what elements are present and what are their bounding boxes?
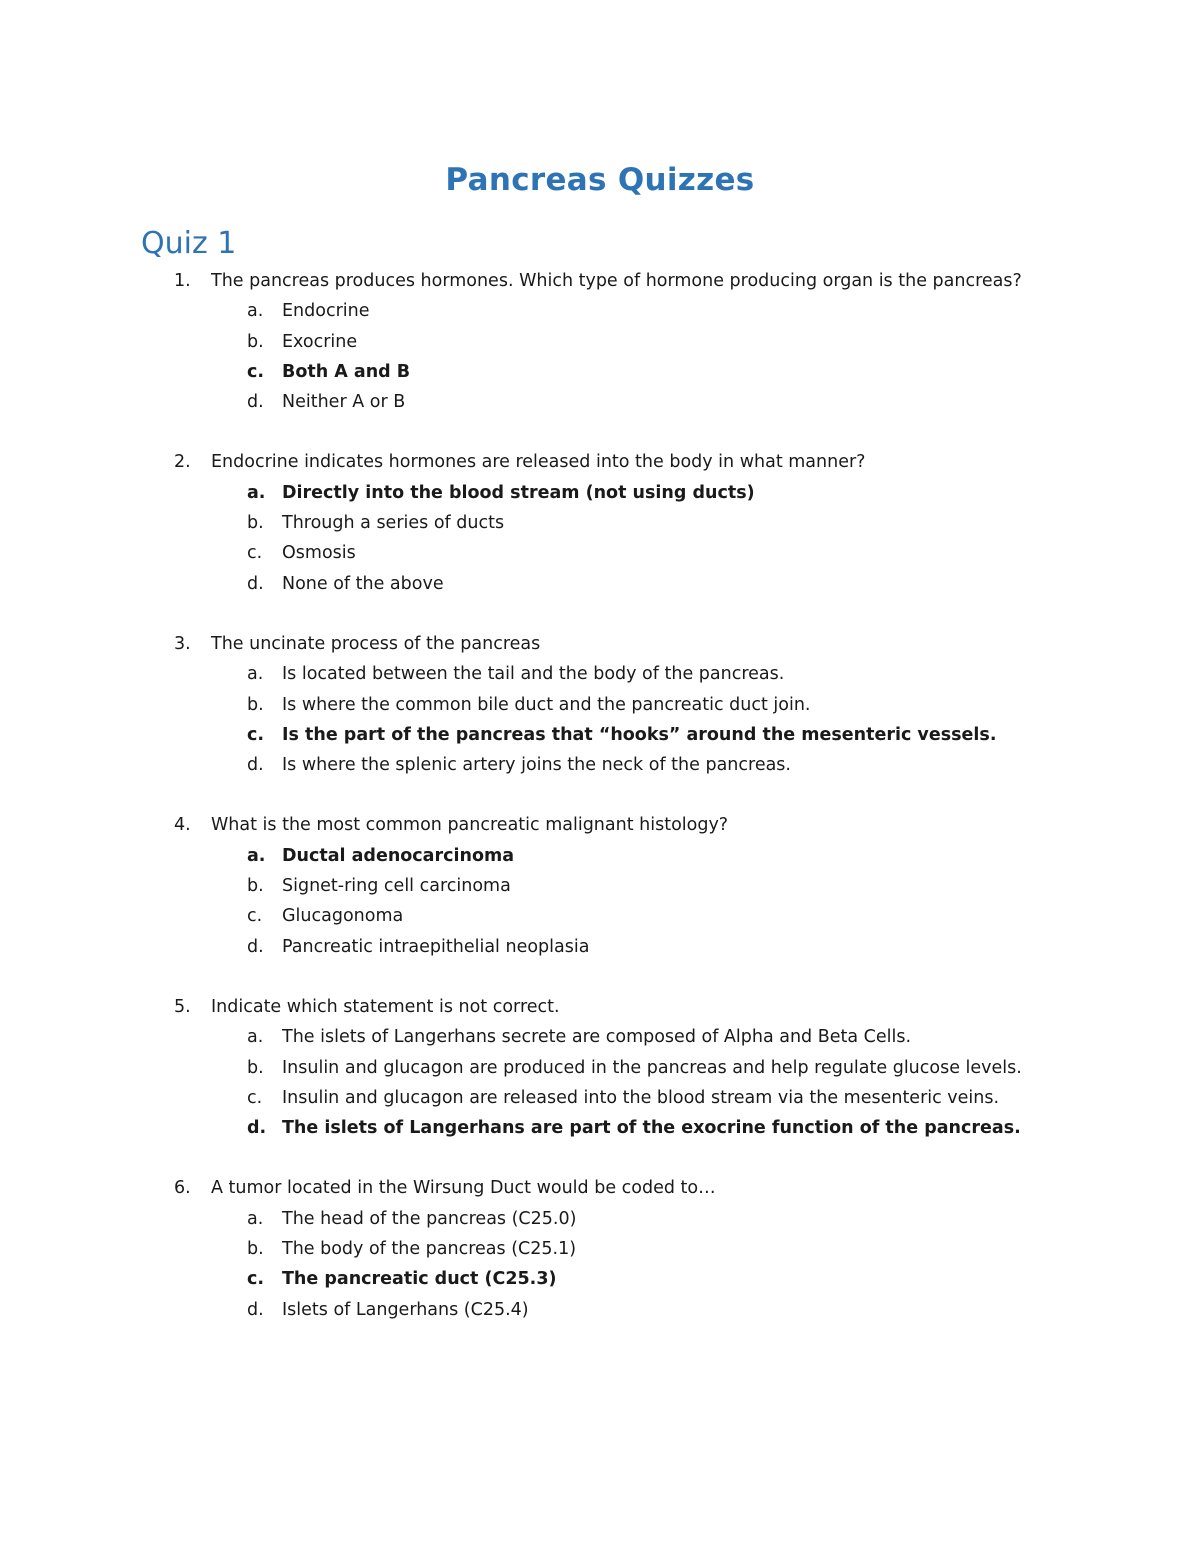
- option-letter: b.: [247, 1239, 264, 1260]
- answer-option: [0, 750, 1200, 780]
- answer-option-correct: [0, 357, 1200, 387]
- option-letter: c.: [247, 1087, 263, 1108]
- option-letter: a.: [247, 664, 264, 685]
- option-text: Endocrine: [282, 301, 370, 322]
- answer-option: [0, 1022, 1200, 1052]
- option-text: Directly into the blood stream (not using ducts): [282, 482, 755, 503]
- question-3: [0, 629, 1200, 780]
- answer-option: [0, 387, 1200, 417]
- option-letter: d.: [247, 573, 264, 594]
- option-text: Is where the splenic artery joins the neck of the pancreas.: [282, 755, 791, 776]
- answer-option: [0, 1083, 1200, 1113]
- option-text: Osmosis: [282, 543, 356, 564]
- option-letter: b.: [247, 1057, 264, 1078]
- answer-option: [0, 659, 1200, 689]
- option-letter: a.: [247, 1208, 264, 1229]
- answer-option-correct: [0, 1264, 1200, 1294]
- option-text: Insulin and glucagon are released into the blood stream via the mesenteric veins.: [282, 1087, 1000, 1108]
- answer-option: [0, 508, 1200, 538]
- option-text: Glucagonoma: [282, 906, 404, 927]
- question-number: 3.: [174, 633, 191, 654]
- answer-option: [0, 1053, 1200, 1083]
- question-line: [0, 992, 1200, 1022]
- answer-option: [0, 1234, 1200, 1264]
- option-letter: a.: [247, 482, 266, 503]
- question-4: [0, 810, 1200, 961]
- answer-option: [0, 296, 1200, 326]
- option-text: Through a series of ducts: [282, 513, 505, 534]
- option-text: Is the part of the pancreas that “hooks” around the mesenteric vessels.: [282, 724, 997, 745]
- option-letter: d.: [247, 392, 264, 413]
- option-letter: c.: [247, 543, 263, 564]
- option-text: Signet-ring cell carcinoma: [282, 876, 511, 897]
- option-text: Is where the common bile duct and the pancreatic duct join.: [282, 694, 811, 715]
- option-text: Both A and B: [282, 361, 411, 382]
- question-text: A tumor located in the Wirsung Duct would be coded to…: [211, 1178, 716, 1199]
- answer-option: [0, 538, 1200, 568]
- question-line: [0, 266, 1200, 296]
- option-letter: a.: [247, 1027, 264, 1048]
- answer-option-correct: [0, 1113, 1200, 1143]
- option-letter: a.: [247, 845, 266, 866]
- question-number: 5.: [174, 996, 191, 1017]
- question-1: [0, 266, 1200, 417]
- option-text: The islets of Langerhans are part of the exocrine function of the pancreas.: [282, 1118, 1021, 1139]
- question-text: What is the most common pancreatic malignant histology?: [211, 815, 729, 836]
- question-number: 1.: [174, 271, 191, 291]
- option-text: Pancreatic intraepithelial neoplasia: [282, 936, 590, 957]
- answer-option: [0, 871, 1200, 901]
- option-letter: d.: [247, 1118, 267, 1139]
- question-text: The pancreas produces hormones. Which type of hormone producing organ is the pancreas?: [211, 271, 1022, 291]
- option-letter: c.: [247, 361, 265, 382]
- option-text: Is located between the tail and the body of the pancreas.: [282, 664, 785, 685]
- option-letter: d.: [247, 936, 264, 957]
- option-letter: b.: [247, 694, 264, 715]
- option-text: The head of the pancreas (C25.0): [282, 1208, 577, 1229]
- document-title: Pancreas Quizzes: [445, 162, 755, 198]
- option-text: The body of the pancreas (C25.1): [282, 1239, 577, 1260]
- answer-option: [0, 327, 1200, 357]
- option-letter: c.: [247, 906, 263, 927]
- option-letter: b.: [247, 331, 264, 352]
- option-text: The islets of Langerhans secrete are composed of Alpha and Beta Cells.: [282, 1027, 912, 1048]
- answer-option: [0, 1295, 1200, 1325]
- option-letter: c.: [247, 724, 265, 745]
- question-line: [0, 1173, 1200, 1203]
- answer-option: [0, 1204, 1200, 1234]
- option-letter: b.: [247, 513, 264, 534]
- question-2: [0, 447, 1200, 598]
- option-text: Insulin and glucagon are produced in the pancreas and help regulate glucose levels.: [282, 1057, 1022, 1078]
- option-letter: a.: [247, 301, 264, 322]
- question-number: 2.: [174, 452, 191, 473]
- question-line: [0, 810, 1200, 840]
- answer-option-correct: [0, 841, 1200, 871]
- question-number: 4.: [174, 815, 191, 836]
- option-letter: d.: [247, 755, 264, 776]
- question-number: 6.: [174, 1178, 191, 1199]
- option-letter: b.: [247, 876, 264, 897]
- option-letter: d.: [247, 1299, 264, 1320]
- section-heading: Quiz 1: [141, 226, 237, 261]
- answer-option: [0, 569, 1200, 599]
- answer-option-correct: [0, 478, 1200, 508]
- question-text: Endocrine indicates hormones are released into the body in what manner?: [211, 452, 866, 473]
- question-5: [0, 992, 1200, 1143]
- question-text: Indicate which statement is not correct.: [211, 996, 560, 1017]
- option-text: Exocrine: [282, 331, 358, 352]
- answer-option: [0, 901, 1200, 931]
- option-letter: c.: [247, 1269, 265, 1290]
- option-text: Islets of Langerhans (C25.4): [282, 1299, 529, 1320]
- question-6: [0, 1173, 1200, 1324]
- answer-option: [0, 690, 1200, 720]
- option-text: None of the above: [282, 573, 444, 594]
- question-line: [0, 447, 1200, 477]
- question-list: [0, 266, 1200, 1355]
- option-text: The pancreatic duct (C25.3): [282, 1269, 557, 1290]
- answer-option-correct: [0, 720, 1200, 750]
- answer-option: [0, 932, 1200, 962]
- question-text: The uncinate process of the pancreas: [211, 633, 541, 654]
- question-line: [0, 629, 1200, 659]
- option-text: Ductal adenocarcinoma: [282, 845, 515, 866]
- option-text: Neither A or B: [282, 392, 406, 413]
